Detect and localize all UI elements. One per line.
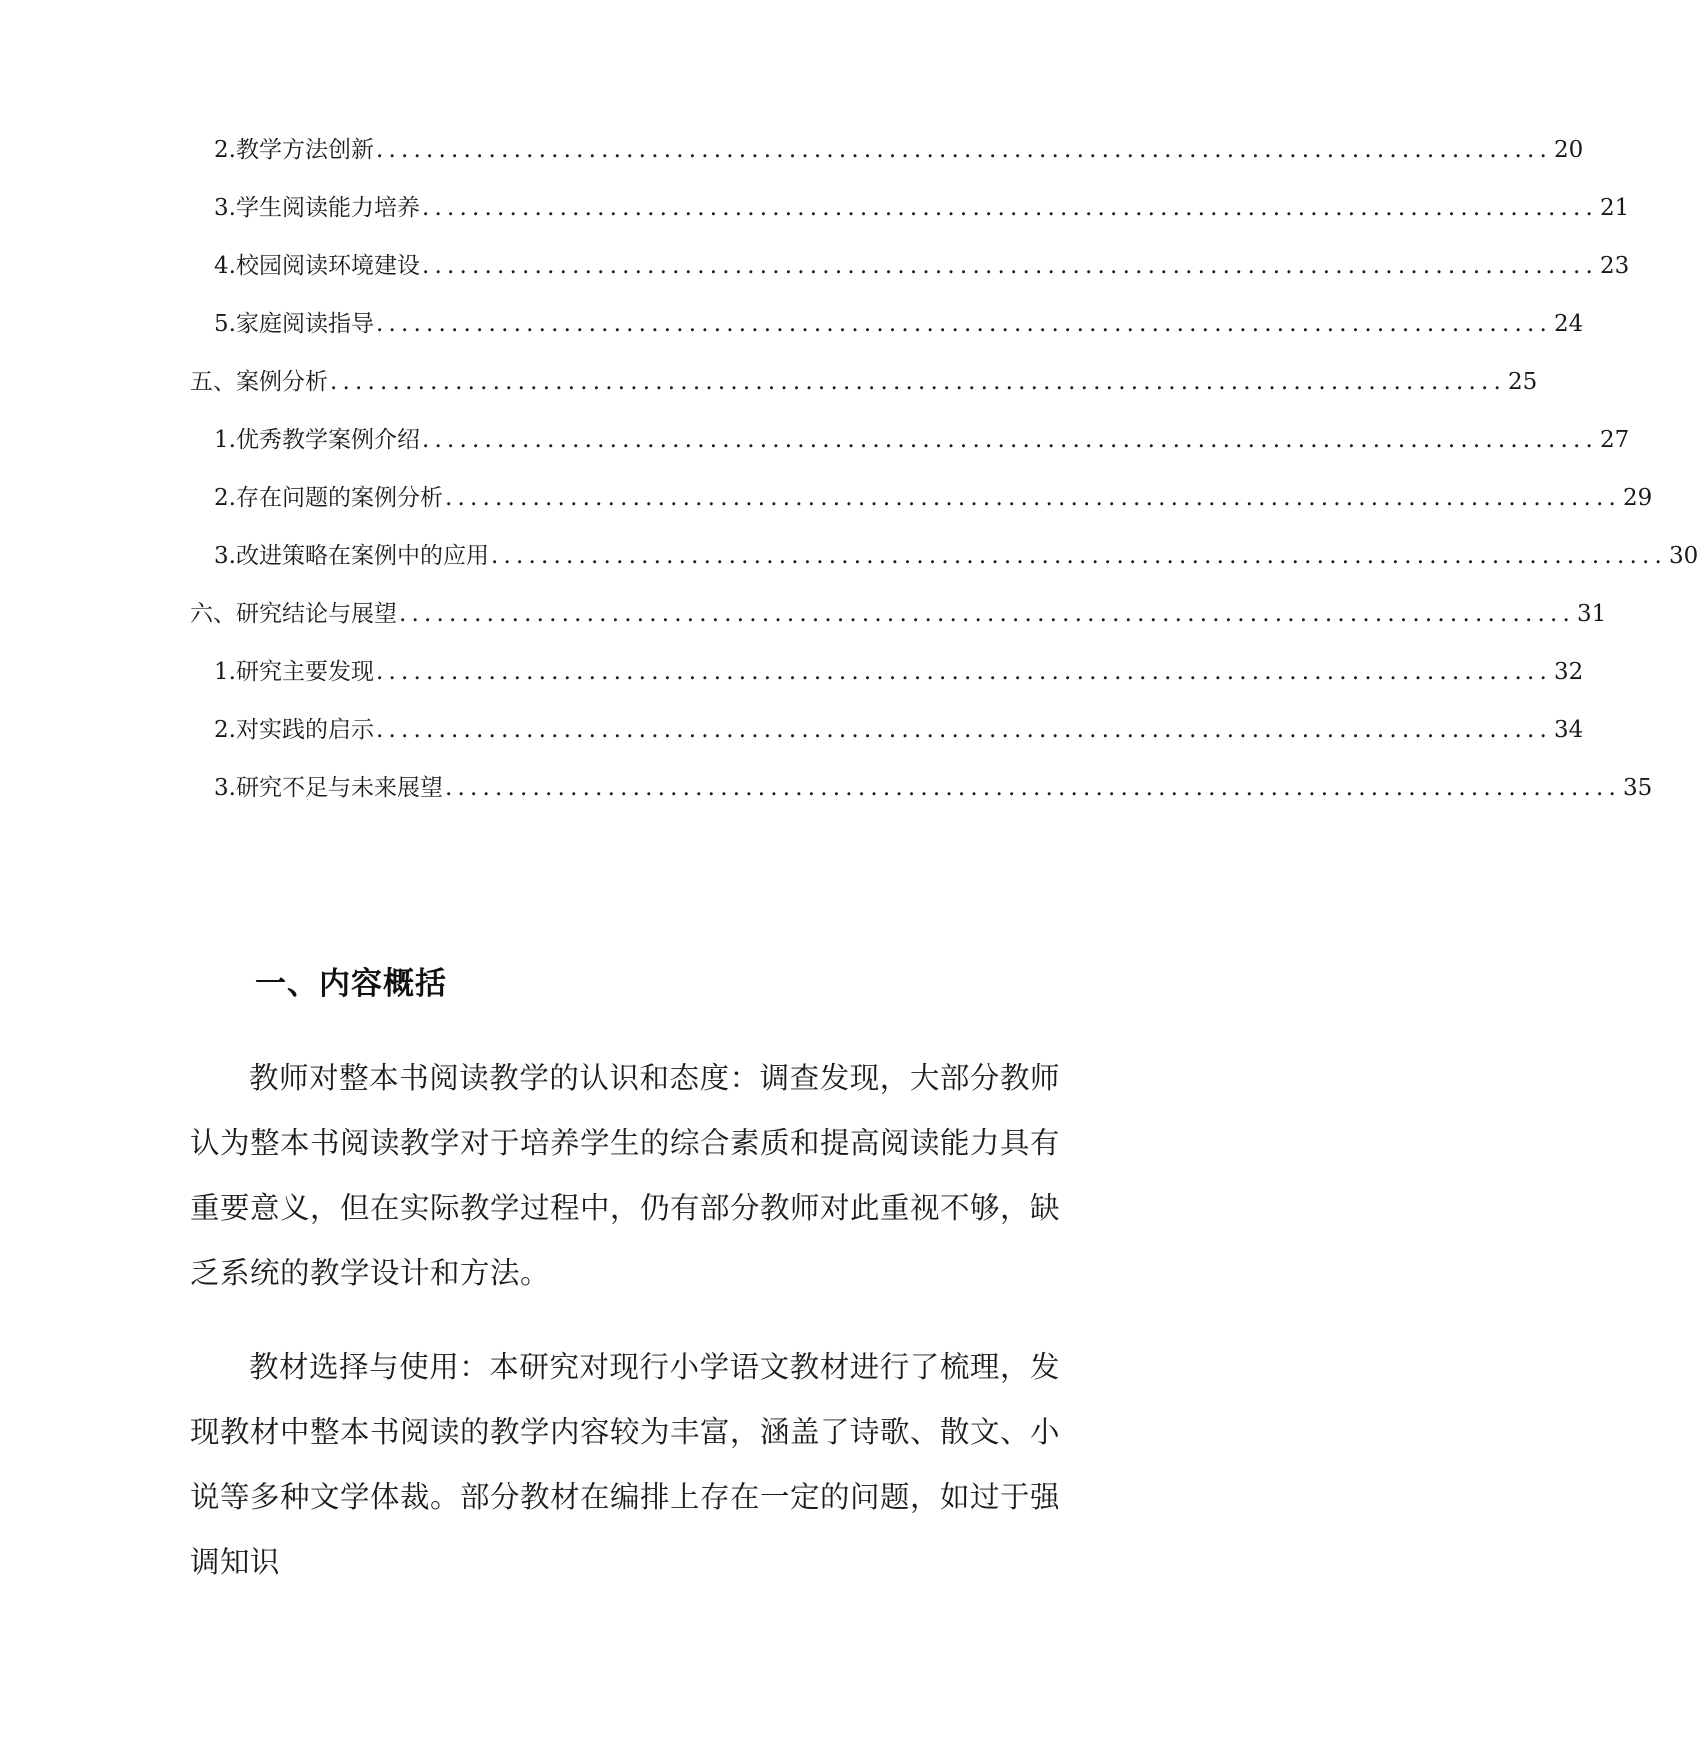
toc-dot-leader: .............................................................................................. (421, 195, 1598, 221)
toc-entry-label: 研究主要发现 (235, 659, 374, 685)
toc-entry[interactable] (214, 652, 1584, 692)
toc-entry-label: 改进策略在案例中的应用 (235, 543, 489, 569)
toc-entry[interactable] (214, 710, 1584, 750)
toc-entry-label: 教学方法创新 (235, 137, 374, 163)
toc-entry-page: 24 (1554, 311, 1584, 337)
toc-entry[interactable] (214, 768, 1653, 808)
toc-dot-leader: .............................................................................................. (444, 485, 1621, 511)
toc-entry-label: 校园阅读环境建设 (235, 253, 420, 279)
toc-entry-page: 34 (1554, 717, 1584, 743)
toc-entry[interactable] (214, 130, 1584, 170)
toc-chapter-entry[interactable] (190, 362, 1538, 402)
section-heading: 一、内容概括 (255, 966, 447, 1002)
toc-entry-label: 研究不足与未来展望 (235, 775, 443, 801)
toc-entry[interactable] (214, 478, 1653, 518)
toc-dot-leader: .............................................................................................. (375, 137, 1552, 163)
toc-dot-leader: .............................................................................................. (375, 659, 1552, 685)
toc-entry-number: 2. (214, 485, 236, 511)
toc-dot-leader: .............................................................................................. (444, 775, 1621, 801)
toc-entry-page: 21 (1600, 195, 1630, 221)
toc-dot-leader: .............................................................................................. (399, 601, 1576, 627)
toc-entry-label: 学生阅读能力培养 (235, 195, 420, 221)
toc-dot-leader: .............................................................................................. (330, 369, 1507, 395)
toc-entry-number: 3. (214, 775, 236, 801)
toc-chapter-label: 五、案例分析 (190, 369, 328, 395)
toc-entry[interactable] (214, 246, 1630, 286)
toc-entry-number: 5. (214, 311, 236, 337)
toc-chapter-label: 六、研究结论与展望 (190, 601, 397, 627)
toc-entry[interactable] (214, 536, 1698, 576)
toc-dot-leader: .............................................................................................. (490, 543, 1667, 569)
toc-entry[interactable] (214, 420, 1630, 460)
toc-entry-label: 对实践的启示 (235, 717, 374, 743)
toc-entry[interactable] (214, 188, 1630, 228)
toc-dot-leader: .............................................................................................. (375, 717, 1552, 743)
toc-dot-leader: .............................................................................................. (421, 253, 1598, 279)
toc-entry-number: 1. (214, 659, 236, 685)
toc-entry-number: 3. (214, 543, 236, 569)
toc-entry-number: 2. (214, 137, 236, 163)
body-paragraph: 教材选择与使用：本研究对现行小学语文教材进行了梳理，发现教材中整本书阅读的教学内容较为丰富，涵盖了诗歌、散文、小说等多种文学体裁。部分教材在编排上存在一定的问题，如过于强调知识 (190, 1350, 1061, 1579)
body-paragraph: 教师对整本书阅读教学的认识和态度：调查发现，大部分教师认为整本书阅读教学对于培养学生的综合素质和提高阅读能力具有重要意义，但在实际教学过程中，仍有部分教师对此重视不够，缺乏系统的教学设计和方法。 (190, 1061, 1061, 1290)
toc-entry-page: 23 (1600, 253, 1630, 279)
toc-entry-label: 优秀教学案例介绍 (235, 427, 420, 453)
toc-dot-leader: .............................................................................................. (421, 427, 1598, 453)
toc-entry-page: 20 (1554, 137, 1584, 163)
toc-dot-leader: .............................................................................................. (375, 311, 1552, 337)
toc-entry-page: 27 (1600, 427, 1630, 453)
toc-entry-page: 32 (1554, 659, 1584, 685)
toc-entry-number: 3. (214, 195, 236, 221)
toc-chapter-entry[interactable] (190, 594, 1607, 634)
toc-entry-page: 30 (1669, 543, 1698, 569)
toc-entry[interactable] (214, 304, 1584, 344)
toc-entry-number: 2. (214, 717, 236, 743)
toc-entry-label: 家庭阅读指导 (235, 311, 374, 337)
toc-entry-page: 35 (1623, 775, 1653, 801)
toc-entry-label: 存在问题的案例分析 (235, 485, 443, 511)
toc-entry-number: 4. (214, 253, 236, 279)
toc-entry-page: 31 (1577, 601, 1607, 627)
toc-entry-number: 1. (214, 427, 236, 453)
toc-entry-page: 25 (1508, 369, 1538, 395)
toc-entry-page: 29 (1623, 485, 1653, 511)
